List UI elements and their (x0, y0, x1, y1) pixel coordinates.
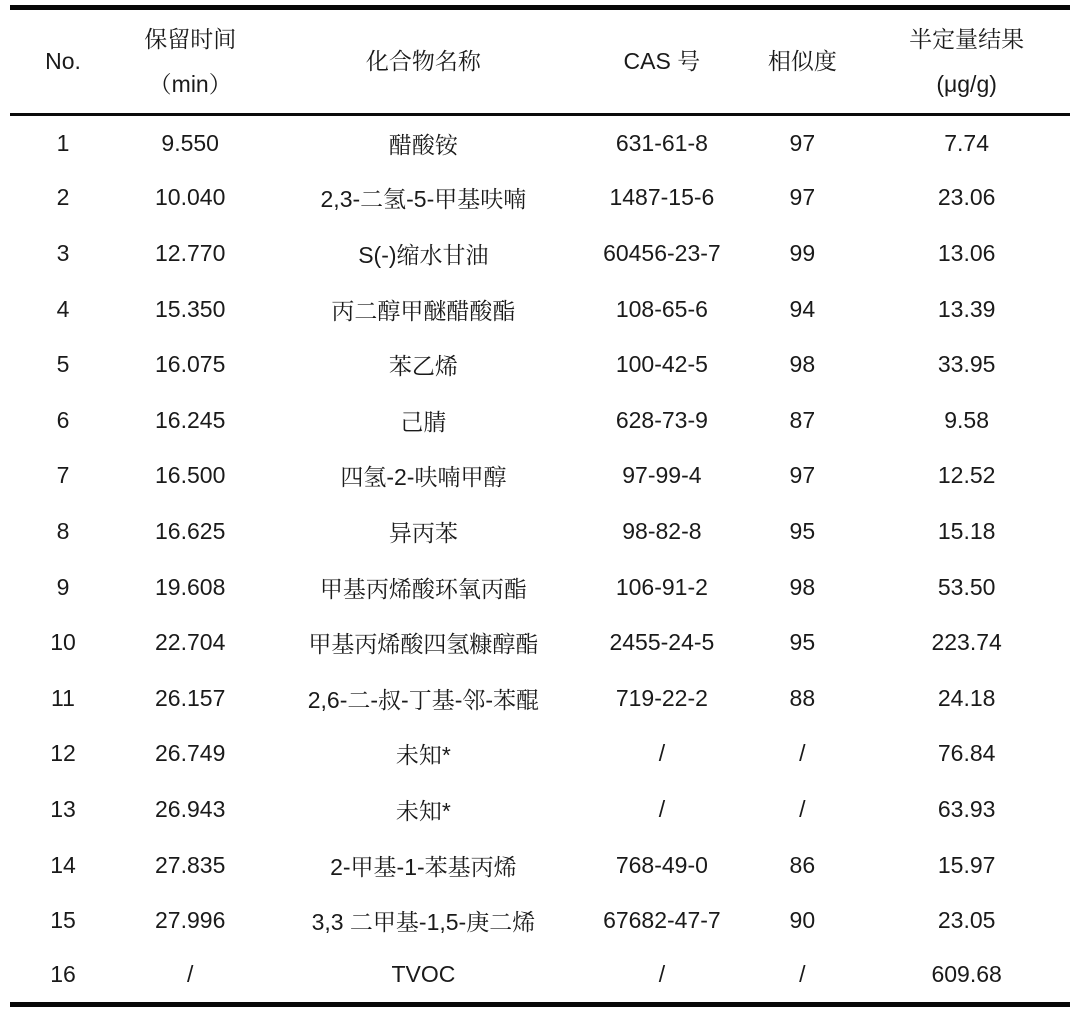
table-cell-compound_name: 甲基丙烯酸四氢糠醇酯 (308, 631, 539, 658)
table-cell-cas_number: 2455-24-5 (609, 629, 715, 656)
table-cell-cas_number: 719-22-2 (615, 684, 708, 711)
table-cell-no: 5 (56, 351, 70, 378)
table-cell-no: 3 (56, 239, 70, 266)
table-cell-similarity: 97 (789, 129, 816, 156)
table-cell-compound_name: 未知* (395, 797, 451, 824)
table-cell-retention_time: 26.157 (155, 684, 226, 711)
table-cell-no: 13 (50, 795, 76, 822)
table-cell-semi_quant_result: 15.97 (937, 851, 996, 878)
table-cell-cas_number: 98-82-8 (622, 517, 702, 544)
table-header-row (10, 8, 1070, 115)
col-header-no (10, 8, 116, 115)
table-row (10, 337, 1070, 393)
table-cell-no: 15 (50, 907, 76, 934)
compound-analysis-table (10, 5, 1070, 1007)
table-cell-semi_quant_result: 63.93 (937, 795, 996, 822)
col-header-retention-time-unit: （min） (148, 70, 232, 97)
table-cell-semi_quant_result: 13.06 (937, 239, 996, 266)
table-cell-cas_number: 628-73-9 (615, 406, 708, 433)
table-cell-cas_number: 631-61-8 (615, 129, 708, 156)
compound-analysis-table-wrap (10, 5, 1070, 1007)
table-cell-cas_number: 106-91-2 (615, 573, 708, 600)
table-cell-cas_number: 1487-15-6 (609, 184, 715, 211)
table-cell-no: 7 (56, 462, 70, 489)
col-header-similarity-label: 相似度 (767, 48, 837, 74)
table-cell-compound_name: S(-)缩水甘油 (358, 241, 489, 268)
table-cell-no: 9 (56, 573, 70, 600)
table-cell-compound_name: 2,3-二氢-5-甲基呋喃 (320, 186, 527, 213)
table-cell-cas_number: / (658, 795, 666, 822)
table-cell-compound_name: 2-甲基-1-苯基丙烯 (330, 853, 517, 880)
table-cell-cas_number: / (658, 740, 666, 767)
table-cell-retention_time: 27.835 (155, 851, 226, 878)
table-cell-cas_number: 97-99-4 (622, 462, 702, 489)
table-row (10, 948, 1070, 1004)
table-cell-similarity: 97 (789, 462, 816, 489)
col-header-cas-number-label: CAS 号 (623, 48, 701, 74)
table-row (10, 504, 1070, 560)
table-cell-cas_number: 60456-23-7 (603, 239, 721, 266)
table-cell-compound_name: 四氢-2-呋喃甲醇 (340, 464, 507, 491)
table-cell-semi_quant_result: 223.74 (931, 629, 1002, 656)
col-header-semi-quant-result-label: 半定量结果 (909, 25, 1025, 52)
table-cell-compound_name: 苯乙烯 (388, 353, 458, 380)
table-cell-retention_time: 16.500 (155, 462, 226, 489)
table-cell-compound_name: 己腈 (400, 408, 447, 435)
table-cell-similarity: 95 (789, 629, 816, 656)
table-cell-no: 2 (56, 184, 70, 211)
col-header-semi-quant-result (863, 8, 1070, 115)
col-header-similarity (741, 8, 863, 115)
table-cell-retention_time: / (187, 961, 194, 988)
table-cell-no: 12 (50, 740, 76, 767)
table-cell-similarity: 87 (789, 406, 816, 433)
table-cell-similarity: 95 (789, 517, 816, 544)
table-cell-compound_name: 未知* (395, 742, 451, 769)
table-row (10, 837, 1070, 893)
table-row (10, 726, 1070, 782)
table-cell-retention_time: 19.608 (155, 573, 226, 600)
table-row (10, 392, 1070, 448)
table-cell-retention_time: 26.749 (155, 740, 226, 767)
col-header-semi-quant-result-unit: (μg/g) (936, 70, 997, 97)
table-cell-compound_name: 异丙苯 (388, 519, 458, 546)
table-cell-similarity: 94 (789, 295, 816, 322)
table-cell-similarity: 98 (789, 573, 816, 600)
table-row (10, 559, 1070, 615)
col-header-retention-time-label: 保留时间 (144, 25, 237, 52)
table-cell-compound_name: 醋酸铵 (388, 131, 458, 158)
table-cell-semi_quant_result: 12.52 (937, 462, 996, 489)
table-cell-cas_number: 67682-47-7 (603, 907, 721, 934)
col-header-retention-time (116, 8, 264, 115)
table-cell-retention_time: 16.625 (155, 517, 226, 544)
table-cell-no: 8 (56, 517, 70, 544)
table-cell-compound_name: 2,6-二-叔-丁基-邻-苯醌 (307, 686, 540, 713)
table-cell-similarity: / (799, 961, 806, 988)
table-row (10, 670, 1070, 726)
table-cell-semi_quant_result: 33.95 (937, 351, 996, 378)
table-cell-semi_quant_result: 13.39 (937, 295, 996, 322)
col-header-cas-number (582, 8, 741, 115)
table-cell-semi_quant_result: 15.18 (937, 517, 996, 544)
table-cell-compound_name: 3,3 二甲基-1,5-庚二烯 (311, 909, 536, 936)
col-header-no-label: No. (45, 48, 81, 74)
table-row (10, 115, 1070, 171)
table-cell-semi_quant_result: 53.50 (937, 573, 996, 600)
table-cell-semi_quant_result: 23.06 (937, 184, 996, 211)
table-row (10, 281, 1070, 337)
table-row (10, 893, 1070, 949)
table-cell-no: 11 (51, 684, 75, 711)
table-cell-retention_time: 9.550 (161, 129, 219, 156)
table-cell-no: 16 (50, 961, 76, 988)
table-cell-retention_time: 10.040 (155, 184, 226, 211)
table-cell-cas_number: 108-65-6 (615, 295, 708, 322)
col-header-compound-name (264, 8, 582, 115)
col-header-compound-name-label: 化合物名称 (365, 48, 481, 74)
table-cell-no: 10 (50, 629, 76, 656)
table-cell-no: 14 (50, 851, 76, 878)
table-cell-semi_quant_result: 76.84 (937, 740, 996, 767)
table-cell-semi_quant_result: 24.18 (937, 684, 996, 711)
table-cell-similarity: 86 (789, 851, 816, 878)
table-cell-semi_quant_result: 609.68 (931, 961, 1002, 988)
table-cell-compound_name: 甲基丙烯酸环氧丙酯 (319, 575, 527, 602)
table-cell-cas_number: 100-42-5 (615, 351, 708, 378)
table-cell-compound_name: 丙二醇甲醚醋酸酯 (331, 297, 516, 324)
table-cell-no: 4 (56, 295, 70, 322)
table-cell-similarity: 88 (789, 684, 816, 711)
table-cell-retention_time: 15.350 (155, 295, 226, 322)
table-row (10, 782, 1070, 838)
table-cell-similarity: 90 (789, 907, 816, 934)
table-row (10, 615, 1070, 671)
table-cell-retention_time: 27.996 (155, 907, 226, 934)
table-cell-no: 6 (56, 406, 70, 433)
table-cell-retention_time: 16.075 (155, 351, 226, 378)
table-cell-semi_quant_result: 7.74 (944, 129, 990, 156)
table-row (10, 170, 1070, 226)
table-cell-retention_time: 26.943 (155, 795, 226, 822)
table-cell-similarity: 97 (789, 184, 816, 211)
table-cell-cas_number: 768-49-0 (615, 851, 708, 878)
table-cell-no: 1 (56, 129, 70, 156)
table-cell-retention_time: 22.704 (155, 629, 226, 656)
table-cell-similarity: 99 (789, 239, 816, 266)
table-cell-cas_number: / (658, 961, 666, 988)
table-cell-retention_time: 12.770 (155, 239, 226, 266)
table-cell-compound_name: TVOC (391, 961, 456, 988)
table-cell-semi_quant_result: 9.58 (944, 406, 990, 433)
table-cell-similarity: 98 (789, 351, 816, 378)
table-cell-similarity: / (799, 795, 806, 822)
table-row (10, 448, 1070, 504)
table-cell-similarity: / (799, 740, 806, 767)
table-cell-retention_time: 16.245 (155, 406, 226, 433)
table-row (10, 226, 1070, 282)
table-cell-semi_quant_result: 23.05 (937, 907, 996, 934)
table-body (10, 115, 1070, 1005)
